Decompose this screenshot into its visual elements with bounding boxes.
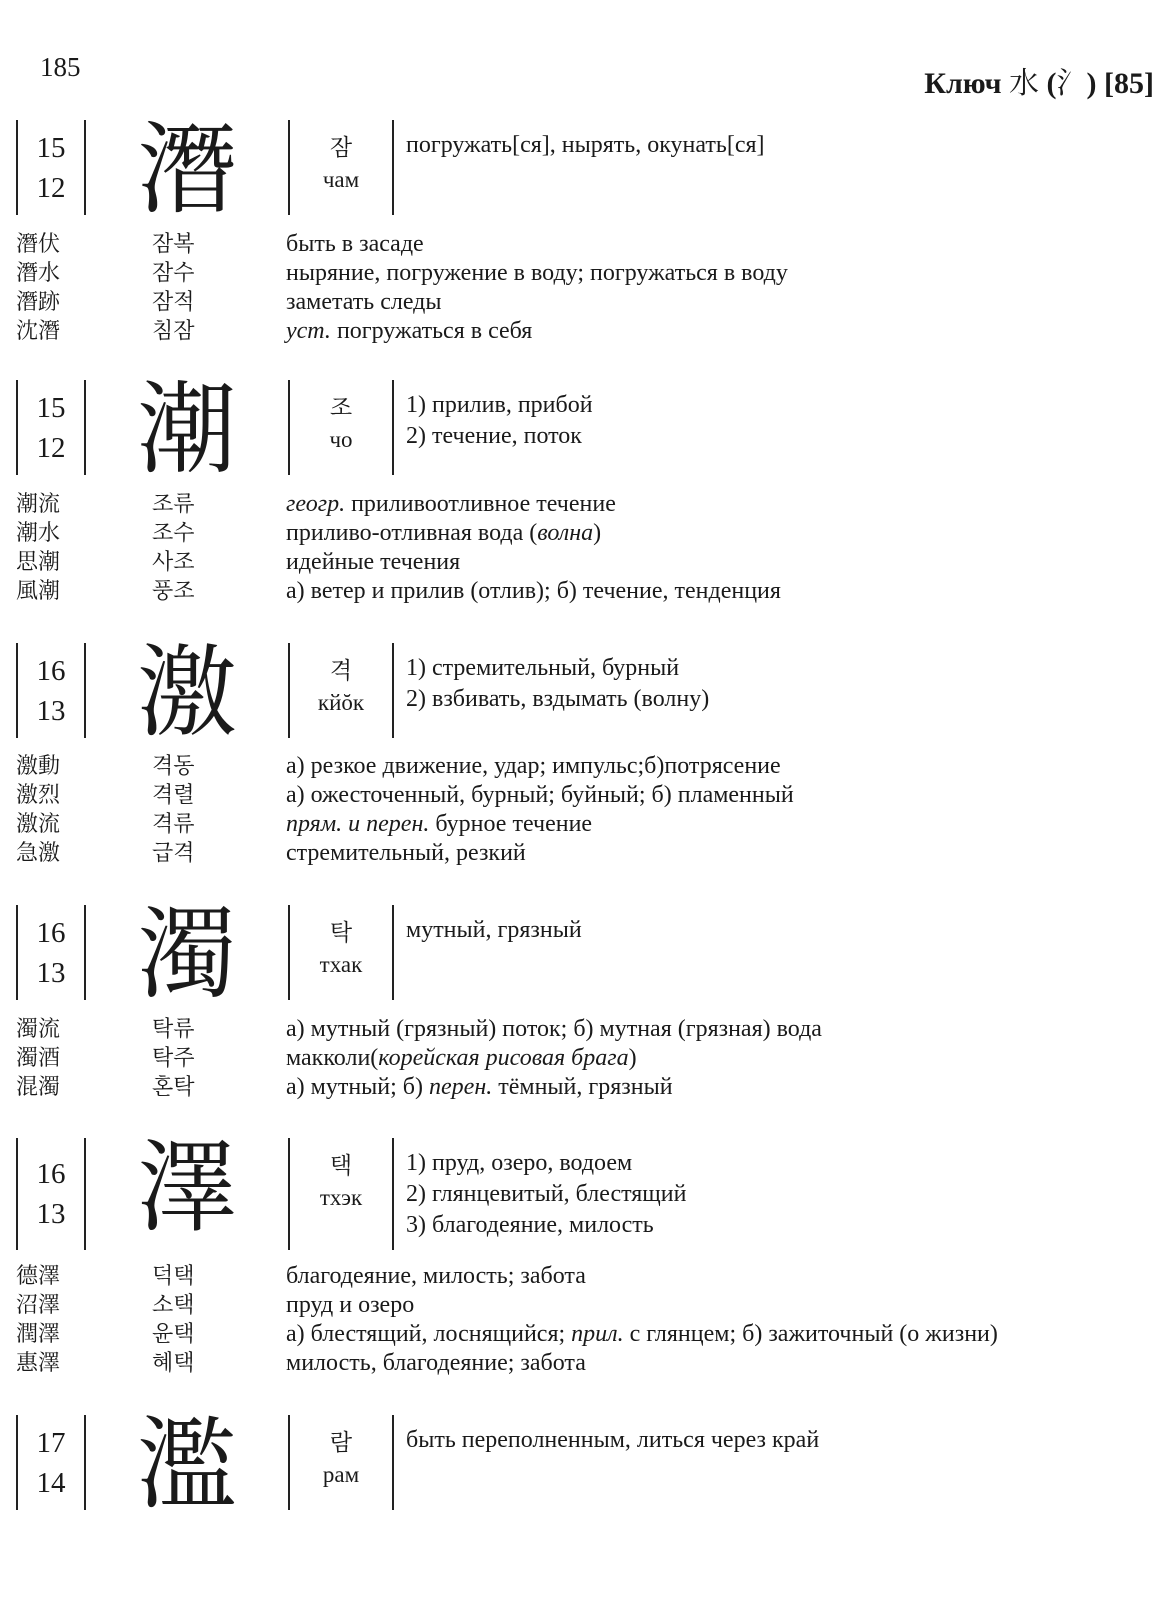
compound-definition: благодеяние, милость; забота: [286, 1263, 586, 1289]
meanings: [406, 130, 765, 161]
definition-italic: прил.: [571, 1321, 624, 1347]
compound-hangul: 혼탁: [152, 1075, 195, 1100]
meaning-line: 1) прилив, прибой: [406, 392, 593, 418]
russian-transcription: чам: [322, 167, 360, 192]
compound-definition: а) мутный; б) перен. тёмный, грязный: [286, 1074, 673, 1100]
headword-character: 激: [137, 634, 237, 751]
character-entry: [0, 1129, 1168, 1250]
russian-transcription: чо: [329, 427, 353, 452]
compound-hanja: 混濁: [16, 1075, 61, 1100]
headword-character: 濫: [137, 1406, 237, 1523]
compound-definition: прям. и перен. бурное течение: [286, 811, 593, 837]
korean-reading: 격: [329, 658, 353, 684]
compound-row: [0, 317, 1168, 346]
stroke-total: 15: [36, 391, 66, 424]
compound-row: [0, 1320, 1168, 1349]
meaning-line: 3) благодеяние, милость: [406, 1212, 654, 1238]
compound-hanja: 濁酒: [16, 1046, 61, 1071]
meaning-line: быть переполненным, литься через край: [406, 1427, 820, 1453]
meanings: [406, 1425, 819, 1456]
meaning-line: 1) стремительный, бурный: [406, 655, 680, 681]
compound-hanja: 潮流: [16, 492, 61, 517]
russian-transcription: рам: [322, 1462, 360, 1487]
compound-hangul: 조수: [152, 521, 195, 546]
russian-transcription: тхак: [319, 952, 363, 977]
definition-label: прям. и перен.: [286, 811, 430, 837]
definition-label: уст.: [286, 318, 331, 344]
compound-definition: а) мутный (грязный) поток; б) мутная (грязная) вода: [286, 1016, 822, 1042]
compound-list: [0, 1015, 1168, 1102]
compound-row: [0, 490, 1168, 519]
meanings: [406, 390, 593, 452]
meaning-line: погружать[ся], нырять, окунать[ся]: [406, 132, 765, 158]
compound-definition: приливо-отливная вода (волна): [286, 520, 602, 546]
meaning-line: мутный, грязный: [406, 917, 582, 943]
compound-list: [0, 1262, 1168, 1378]
compound-row: [0, 1073, 1168, 1102]
reading-box: [288, 905, 394, 1000]
compound-hanja: 潛伏: [16, 232, 61, 257]
character-entry: [0, 896, 1168, 1013]
stroke-extra: 13: [36, 694, 66, 727]
headword-character: 潮: [137, 371, 237, 488]
reading-box: [288, 1138, 394, 1250]
stroke-total: 15: [36, 131, 66, 164]
compound-definition: милость, благодеяние; забота: [286, 1350, 586, 1376]
meaning-line: 1) пруд, озеро, водоем: [406, 1150, 633, 1176]
compound-hanja: 惠澤: [16, 1351, 61, 1376]
compound-hanja: 潤澤: [16, 1322, 61, 1347]
compound-row: [0, 781, 1168, 810]
stroke-extra: 13: [36, 1198, 66, 1230]
compound-list: [0, 230, 1168, 346]
korean-reading: 조: [329, 395, 353, 421]
compound-definition: а) резкое движение, удар; импульс;б)потрясение: [286, 753, 781, 779]
compound-row: [0, 230, 1168, 259]
compound-hangul: 잠적: [152, 290, 195, 315]
russian-transcription: тхэк: [319, 1185, 363, 1210]
compound-hanja: 潮水: [16, 521, 61, 546]
korean-reading: 잠: [329, 135, 353, 161]
entry-head: [0, 896, 1168, 1013]
meaning-line: 2) взбивать, вздымать (волну): [406, 686, 710, 712]
entry-head: [0, 371, 1168, 488]
headword-character: 潛: [137, 111, 237, 228]
stroke-count-box: [16, 1138, 86, 1250]
compound-list: [0, 752, 1168, 868]
stroke-count-box: [16, 1415, 86, 1510]
entry-head: [0, 1129, 1168, 1250]
compound-definition: уст. погружаться в себя: [286, 318, 533, 344]
compound-list: [0, 490, 1168, 606]
reading-box: [288, 1415, 394, 1510]
compound-hanja: 沼澤: [16, 1293, 61, 1318]
compound-hangul: 윤택: [152, 1322, 195, 1347]
compound-hangul: 소택: [152, 1293, 195, 1318]
compound-definition: а) ветер и прилив (отлив); б) течение, тенденция: [286, 578, 781, 604]
compound-row: [0, 1044, 1168, 1073]
compound-hangul: 격류: [152, 812, 195, 837]
headword-character: 濁: [137, 896, 237, 1013]
compound-hanja: 沈潛: [16, 319, 61, 344]
character-entry: [0, 1406, 1168, 1523]
compound-hanja: 潛水: [16, 261, 61, 286]
compound-row: [0, 839, 1168, 868]
compound-hangul: 잠복: [152, 232, 195, 257]
compound-definition: заметать следы: [286, 289, 442, 315]
korean-reading: 탁: [329, 920, 353, 946]
compound-definition: стремительный, резкий: [286, 840, 526, 866]
entry-head: [0, 634, 1168, 751]
compound-definition: быть в засаде: [286, 231, 424, 257]
stroke-count-box: [16, 380, 86, 475]
compound-hangul: 잠수: [152, 261, 195, 286]
headword-character: 澤: [137, 1129, 237, 1246]
compound-hanja: 濁流: [16, 1017, 61, 1042]
definition-italic: перен.: [429, 1074, 493, 1100]
header-variant: 氵: [1056, 67, 1087, 100]
stroke-extra: 12: [36, 171, 66, 204]
stroke-total: 16: [36, 1158, 66, 1190]
compound-row: [0, 752, 1168, 781]
compound-row: [0, 1262, 1168, 1291]
character-entry: [0, 111, 1168, 228]
stroke-count-box: [16, 905, 86, 1000]
reading-box: [288, 643, 394, 738]
page-header: Ключ 水 (氵) [85]: [924, 67, 1154, 100]
header-index: [85]: [1104, 67, 1154, 100]
stroke-extra: 13: [36, 956, 66, 989]
entry-head: [0, 1406, 1168, 1523]
compound-row: [0, 1291, 1168, 1320]
compound-row: [0, 519, 1168, 548]
stroke-extra: 12: [36, 431, 66, 464]
stroke-count-box: [16, 643, 86, 738]
compound-hangul: 혜택: [152, 1351, 195, 1376]
compound-definition: пруд и озеро: [286, 1292, 415, 1318]
compound-hangul: 침잠: [152, 319, 195, 344]
character-entry: [0, 634, 1168, 751]
compound-hanja: 德澤: [16, 1264, 61, 1289]
page-number: 185: [40, 52, 81, 82]
definition-label: геогр.: [286, 491, 346, 517]
compound-hanja: 激流: [16, 812, 61, 837]
header-prefix: Ключ: [924, 67, 1002, 100]
compound-definition: геогр. приливоотливное течение: [286, 491, 616, 517]
meanings: [406, 1148, 686, 1241]
compound-hangul: 사조: [152, 550, 195, 575]
compound-definition: а) блестящий, лоснящийся; прил. с глянцем; б) зажиточный (о жизни): [286, 1321, 998, 1347]
compound-definition: а) ожесточенный, бурный; буйный; б) пламенный: [286, 782, 794, 808]
compound-definition: идейные течения: [286, 549, 461, 575]
compound-row: [0, 259, 1168, 288]
compound-hanja: 激動: [16, 754, 61, 779]
stroke-total: 16: [36, 916, 66, 949]
korean-reading: 택: [329, 1153, 353, 1179]
compound-hanja: 激烈: [16, 783, 61, 808]
compound-definition: макколи(корейская рисовая брага): [286, 1045, 637, 1071]
definition-italic: волна: [537, 520, 594, 546]
compound-row: [0, 1015, 1168, 1044]
compound-hanja: 急激: [16, 841, 61, 866]
compound-row: [0, 1349, 1168, 1378]
compound-hangul: 풍조: [152, 579, 195, 604]
meanings: [406, 653, 709, 715]
reading-box: [288, 380, 394, 475]
stroke-total: 17: [36, 1426, 66, 1459]
definition-italic: корейская рисовая брага: [378, 1045, 629, 1071]
character-entry: [0, 371, 1168, 488]
reading-box: [288, 120, 394, 215]
compound-hangul: 덕택: [152, 1264, 195, 1289]
compound-hangul: 급격: [152, 841, 195, 866]
compound-hangul: 탁주: [152, 1046, 195, 1071]
stroke-extra: 14: [36, 1466, 66, 1499]
meaning-line: 2) глянцевитый, блестящий: [406, 1181, 687, 1207]
compound-hanja: 潛跡: [16, 290, 61, 315]
stroke-total: 16: [36, 654, 66, 687]
compound-row: [0, 577, 1168, 606]
compound-row: [0, 548, 1168, 577]
compound-hangul: 조류: [152, 492, 195, 517]
meanings: [406, 915, 582, 946]
russian-transcription: кйŏк: [317, 690, 365, 715]
compound-hanja: 思潮: [16, 550, 61, 575]
compound-hanja: 風潮: [16, 579, 61, 604]
compound-hangul: 탁류: [152, 1017, 195, 1042]
header-radical: 水: [1009, 67, 1040, 100]
stroke-count-box: [16, 120, 86, 215]
compound-row: [0, 288, 1168, 317]
compound-definition: ныряние, погружение в воду; погружаться в воду: [286, 260, 788, 286]
compound-row: [0, 810, 1168, 839]
korean-reading: 람: [329, 1430, 353, 1456]
compound-hangul: 격동: [152, 754, 195, 779]
compound-hangul: 격렬: [152, 783, 195, 808]
meaning-line: 2) течение, поток: [406, 423, 582, 449]
entry-head: [0, 111, 1168, 228]
